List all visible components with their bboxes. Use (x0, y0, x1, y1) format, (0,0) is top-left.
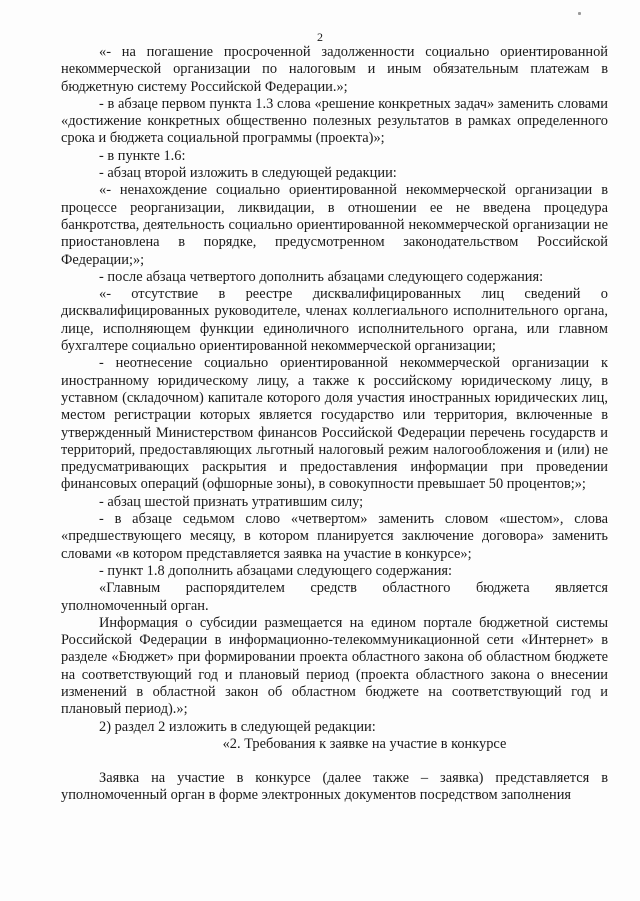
paragraph: «- отсутствие в реестре дисквалифицированных лиц сведений о дисквалифицированных руководителе, членах коллегиального исполнительного органа, лице, исполняющем функции единоличного исполнительного органа, или главном бухгалтере социально ориентированной некоммерческой организации; (61, 286, 608, 355)
paragraph: «Главным распорядителем средств областного бюджета является уполномоченный орган. (61, 580, 608, 614)
paragraph: «- ненахождение социально ориентированной некоммерческой организации в процессе реорганизации, ликвидации, в отношении ее не введена процедура банкротства, деятельность социально ориентированной некоммерческой организации не приостановлена в порядке, предусмотренном законодательством Российской Федерации;»; (61, 182, 608, 268)
paragraph: - в абзаце первом пункта 1.3 слова «решение конкретных задач» заменить словами «достижение конкретных общественно полезных результатов в рамках определенного срока и бюджета социальной программы (проекта)»; (61, 95, 608, 147)
paragraph: - неотнесение социально ориентированной некоммерческой организации к иностранному юридическому лицу, а также к российскому юридическому лицу, в уставном (складочном) капитале которого доля участия иностранных юридических лиц, местом регистрации которых является государство или территория, включенные в утвержденный Министерством финансов Российской Федерации перечень государств и территорий, предоставляющих льготный налоговый режим налогообложения и (или) не предусматривающих раскрытия и предоставления информации при проведении финансовых операций (офшорные зоны), в совокупности превышает 50 процентов;»; (61, 355, 608, 493)
paragraph: - после абзаца четвертого дополнить абзацами следующего содержания: (99, 268, 544, 285)
page-number: 2 (317, 30, 323, 44)
paragraph: - в абзаце седьмом слово «четвертом» заменить словом «шестом», слова «предшествующего месяцу, в котором планируется заключение договора» заменить словами «в котором представляется заявка на участие в конкурсе»; (61, 511, 608, 562)
paragraph: - абзац шестой признать утратившим силу; (99, 493, 364, 510)
paragraph: Заявка на участие в конкурсе (далее также – заявка) представляется в уполномоченный орган в форме электронных документов посредством заполнения (61, 770, 608, 804)
scan-artifact (578, 12, 581, 15)
paragraph: 2) раздел 2 изложить в следующей редакции: (99, 718, 376, 735)
paragraph: - в пункте 1.6: (99, 147, 186, 164)
section-heading: «2. Требования к заявке на участие в конкурсе (222, 735, 507, 752)
paragraph: - абзац второй изложить в следующей редакции: (99, 165, 397, 182)
paragraph: - пункт 1.8 дополнить абзацами следующего содержания: (99, 562, 453, 579)
paragraph: Информация о субсидии размещается на едином портале бюджетной системы Российской Федерации в информационно-телекоммуникационной сети «Интернет» в разделе «Бюджет» при формировании проекта областного закона об областном бюджете на соответствующий год и плановый период (проекта областного закона о внесении изменений в областной закон об областном бюджете на соответствующий год и плановый период).»; (61, 614, 608, 718)
document-body (61, 44, 608, 805)
paragraph: «- на погашение просроченной задолженности социально ориентированной некоммерческой организации по налоговым и иным обязательным платежам в бюджетную систему Российской Федерации.»; (61, 44, 608, 95)
spacer (61, 753, 608, 770)
